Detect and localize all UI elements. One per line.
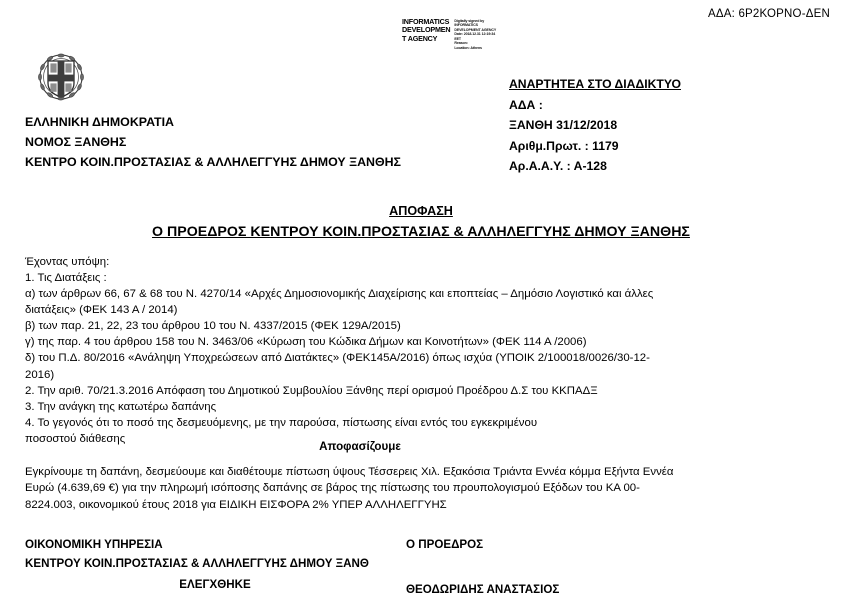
protocol-number: Αριθμ.Πρωτ. : 1179 bbox=[509, 138, 619, 153]
preamble-item-3: 3. Την ανάγκη της κατωτέρω δαπάνης bbox=[25, 400, 217, 413]
coat-of-arms-icon bbox=[34, 50, 88, 104]
decision-body bbox=[25, 464, 815, 513]
provision-d-line-1: δ) του Π.Δ. 80/2016 «Ανάληψη Υποχρεώσεων από Διατάκτες» (ΦΕΚ145Α/2016) όπως ισχύα (ΥΠΟΙΚ 2/100018/0026/30-12- bbox=[25, 352, 650, 365]
ada-field: ΑΔΑ : bbox=[509, 97, 543, 112]
decision-heading: Αποφασίζουμε bbox=[319, 440, 401, 453]
signature-detail-line-5: EET bbox=[454, 36, 462, 41]
provision-d-line-2: 2016) bbox=[25, 368, 55, 381]
publication-notice bbox=[509, 74, 681, 95]
signature-details bbox=[454, 18, 496, 50]
signature-agency-line-2: DEVELOPMEN bbox=[402, 25, 451, 35]
document-title-text: ΑΠΟΦΑΣΗ bbox=[389, 204, 453, 218]
signature-detail-line-7: Location: Athens bbox=[454, 45, 482, 50]
preamble-item-4-line-2: ποσοστού διάθεσης bbox=[25, 432, 126, 445]
signature-detail-line-1: Digitally signed by bbox=[454, 19, 485, 23]
signature-agency-name bbox=[402, 18, 450, 43]
provision-c: γ) της παρ. 4 του άρθρου 158 του Ν. 3463/06 «Κύρωση του Κώδικα Δήμων και Κοινοτήτων» (ΦΕΚ 114 Α /2006) bbox=[25, 336, 587, 349]
preamble-item-2: 2. Την αριθ. 70/21.3.2016 Απόφαση του Δημοτικού Συμβουλίου Ξάνθης περί ορισμού Προέδρου Δ.Σ του ΚΚΠΑΔΞ bbox=[25, 384, 598, 397]
financial-service-org: ΚΕΝΤΡΟΥ ΚΟΙΝ.ΠΡΟΣΤΑΣΙΑΣ & ΑΛΛΗΛΕΓΓΥΗΣ ΔΗΜΟΥ ΞΑΝΘ bbox=[25, 556, 369, 570]
financial-service-title: ΟΙΚΟΝΟΜΙΚΗ ΥΠΗΡΕΣΙΑ bbox=[25, 538, 163, 551]
president-name: ΘΕΟΔΩΡΙΔΗΣ ΑΝΑΣΤΑΣΙΟΣ bbox=[406, 582, 560, 595]
document-title bbox=[0, 204, 842, 218]
aay-number: Αρ.Α.Α.Υ. : Α-128 bbox=[509, 159, 607, 173]
president-title: Ο ΠΡΟΕΔΡΟΣ bbox=[406, 538, 484, 551]
organization-line-3: ΚΕΝΤΡΟ ΚΟΙΝ.ΠΡΟΣΤΑΣΙΑΣ & ΑΛΛΗΛΕΓΓΥΗΣ ΔΗΜΟΥ ΞΑΝΘΗΣ bbox=[25, 155, 401, 170]
decision-line-1: Εγκρίνουμε τη δαπάνη, δεσμεύουμε και διαθέτουμε πίστωση ύψους Τέσσερεις Χιλ. Εξακόσια Τριάντα Εννέα κόμμα Εξήντα Εννέα bbox=[25, 466, 674, 478]
place-date: ΞΑΝΘΗ 31/12/2018 bbox=[509, 118, 618, 132]
provision-a-line-1: α) των άρθρων 66, 67 & 68 του Ν. 4270/14 «Αρχές Δημοσιονομικής Διαχείρισης και εποπτείας – Δημόσιο Λογιστικό και άλλες bbox=[25, 288, 654, 301]
signature-detail-line-4: Date: 2018.12.31 12:19:34 bbox=[454, 32, 496, 37]
organization-line-2: ΝΟΜΟΣ ΞΑΝΘΗΣ bbox=[25, 135, 127, 150]
signature-detail-line-3: DEVELOPMENT AGENCY bbox=[454, 27, 497, 32]
signature-detail-line-6: Reason: bbox=[454, 41, 468, 46]
organization-header bbox=[25, 112, 401, 173]
preamble-section bbox=[25, 254, 725, 447]
footer-financial-service bbox=[25, 536, 405, 595]
ada-code-header: ΑΔΑ: 6Ρ2ΚΟΡΝΟ-ΔΕΝ bbox=[708, 8, 830, 20]
decision-line-3: 8224.003, οικονομικού έτους 2018 για ΕΙΔΙΚΗ ΕΙΣΦΟΡΑ 2% ΥΠΕΡ ΑΛΛΗΛΕΓΓΥΗΣ bbox=[25, 498, 447, 511]
checked-label: ΕΛΕΓΧΘΗΚΕ bbox=[179, 577, 251, 591]
having-regard-label: Έχοντας υπόψη: bbox=[25, 256, 110, 268]
footer-president-block bbox=[406, 536, 559, 595]
publication-notice-text: ΑΝΑΡΤΗΤΕΑ ΣΤΟ ΔΙΑΔΙΚΤΥΟ bbox=[509, 77, 681, 91]
signature-agency-line-3: T AGENCY bbox=[402, 33, 438, 43]
decision-line-2: Ευρώ (4.639,69 €) για την πληρωμή ισόποσης δαπάνης σε βάρος της πίστωσης του προυπολογισμού Εξόδων του ΚΑ 00- bbox=[25, 482, 640, 495]
signature-agency-line-1: INFORMATICS bbox=[402, 17, 450, 26]
provision-a-line-2: διατάξεις» (ΦΕΚ 143 Α / 2014) bbox=[25, 304, 178, 317]
digital-signature-stamp bbox=[402, 18, 496, 50]
document-subtitle-text: Ο ΠΡΟΕΔΡΟΣ ΚΕΝΤΡΟΥ ΚΟΙΝ.ΠΡΟΣΤΑΣΙΑΣ & ΑΛΛΗΛΕΓΓΥΗΣ ΔΗΜΟΥ ΞΑΝΘΗΣ bbox=[152, 224, 690, 240]
reference-header bbox=[509, 74, 681, 177]
organization-line-1: ΕΛΛΗΝΙΚΗ ΔΗΜΟΚΡΑΤΙΑ bbox=[25, 115, 174, 129]
signature-detail-line-2: INFORMATICS bbox=[454, 23, 478, 28]
provisions-label: 1. Τις Διατάξεις : bbox=[25, 272, 107, 285]
provision-b: β) των παρ. 21, 22, 23 του άρθρου 10 του Ν. 4337/2015 (ΦΕΚ 129Α/2015) bbox=[25, 320, 401, 333]
document-subtitle bbox=[0, 224, 842, 240]
preamble-item-4-line-1: 4. Το γεγονός ότι το ποσό της δεσμευόμενης, με την παρούσα, πίστωσης είναι εντός του εγκεκριμένου bbox=[25, 416, 538, 429]
